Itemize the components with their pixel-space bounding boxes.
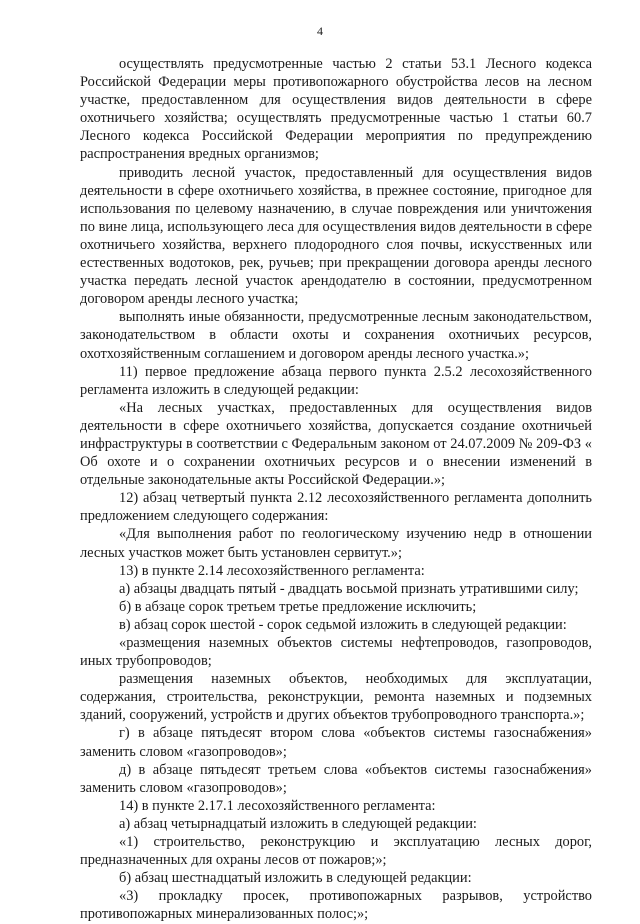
paragraph-item-13a: а) абзацы двадцать пятый - двадцать восьмой признать утратившими силу;	[119, 580, 579, 597]
paragraph-item-13v-text-2: размещения наземных объектов, необходимых для эксплуатации, содержания, строительства, реконструкции, ремонта наземных и подземных зданий, сооружений, устройств и других объектов трубопроводного транспорта.»;	[80, 671, 592, 724]
paragraph-item-13g: г) в абзаце пятьдесят втором слова «объектов системы газоснабжения» заменить словом «газопроводов»;	[80, 725, 592, 760]
paragraph-item-14b-text: «3) прокладку просек, противопожарных разрывов, устройство противопожарных минерализованных полос;»;	[80, 888, 592, 923]
document-body	[80, 55, 592, 924]
paragraph-item-11-text: «На лесных участках, предоставленных для осуществления видов деятельности в сфере охотничьего хозяйства, допускается создание охотничьей инфраструктуры в соответствии с Федеральным законом от 24.07.2009 № 209-ФЗ « Об охоте и о сохранении охотничьих ресурсов и о внесении изменений в отдельные законодательные акты Российской Федерации.»;	[80, 399, 592, 489]
paragraph-obligations-other: выполнять иные обязанности, предусмотренные лесным законодательством, законодательством в области охоты и сохранения охотничьих ресурсов, охотхозяйственным соглашением и договором аренды лесного участка.»;	[80, 309, 592, 362]
paragraph-item-14a-text: «1) строительство, реконструкцию и эксплуатацию лесных дорог, предназначенных для охраны лесов от пожаров;»;	[80, 834, 592, 869]
paragraph-item-13: 13) в пункте 2.14 лесохозяйственного регламента:	[119, 562, 425, 579]
paragraph-item-13d: д) в абзаце пятьдесят третьем слова «объектов системы газоснабжения» заменить словом «газопроводов»;	[80, 761, 592, 796]
paragraph-item-13b: б) в абзаце сорок третьем третье предложение исключить;	[119, 598, 477, 615]
paragraph-item-11: 11) первое предложение абзаца первого пункта 2.5.2 лесохозяйственного регламента изложить в следующей редакции:	[80, 363, 592, 398]
paragraph-item-13v-text-1: «размещения наземных объектов системы нефтепроводов, газопроводов, иных трубопроводов;	[80, 635, 592, 670]
page-number: 4	[317, 24, 323, 38]
paragraph-item-13v: в) абзац сорок шестой - сорок седьмой изложить в следующей редакции:	[119, 616, 567, 633]
paragraph-item-14b: б) абзац шестнадцатый изложить в следующей редакции:	[119, 870, 472, 887]
paragraph-item-12-text: «Для выполнения работ по геологическому изучению недр в отношении лесных участков может быть установлен сервитут.»;	[80, 526, 592, 561]
paragraph-obligations-fire: осуществлять предусмотренные частью 2 статьи 53.1 Лесного кодекса Российской Федерации меры противопожарного обустройства лесов на лесном участке, предоставленном для осуществления видов деятельности в сфере охотничьего хозяйства; осуществлять предусмотренные частью 1 статьи 60.7 Лесного кодекса Российской Федерации мероприятия по предупреждению распространения вредных организмов;	[80, 56, 592, 163]
paragraph-item-14a: а) абзац четырнадцатый изложить в следующей редакции:	[119, 815, 477, 832]
paragraph-item-14: 14) в пункте 2.17.1 лесохозяйственного регламента:	[119, 797, 436, 814]
paragraph-obligations-restore: приводить лесной участок, предоставленный для осуществления видов деятельности в сфере охотничьего хозяйства, в прежнее состояние, пригодное для использования по целевому назначению, в случае повреждения или уничтожения по вине лица, использующего леса для осуществления видов деятельности в сфере охотничьего хозяйства, верхнего плодородного слоя почвы, искусственных или естественных водотоков, рек, ручьев; при прекращении договора аренды лесного участка передать лесной участок арендодателю в состоянии, предусмотренном договором аренды лесного участка;	[80, 164, 592, 308]
paragraph-item-12: 12) абзац четвертый пункта 2.12 лесохозяйственного регламента дополнить предложением следующего содержания:	[80, 490, 592, 525]
